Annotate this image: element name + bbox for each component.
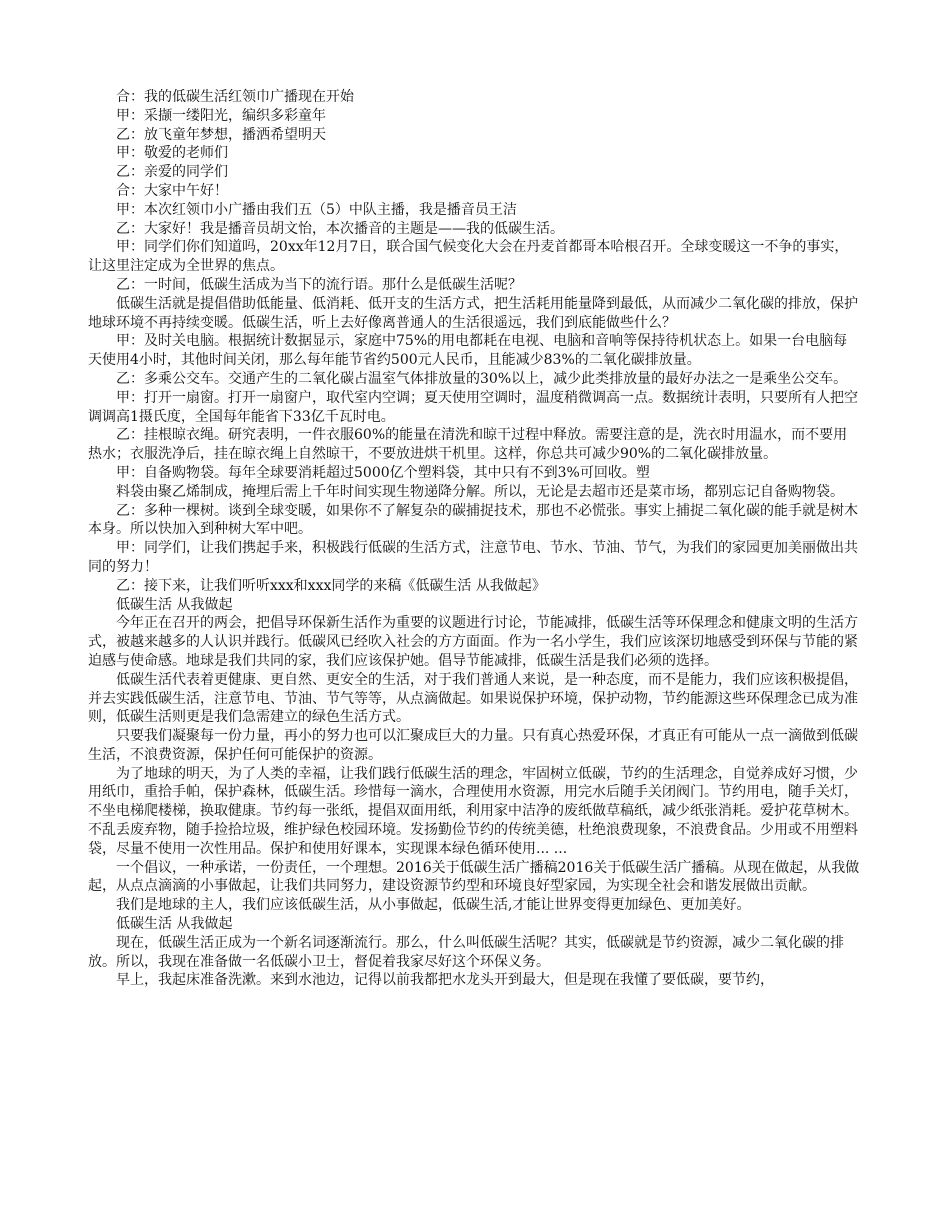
- section-heading: 低碳生活 从我做起: [116, 596, 233, 613]
- paragraph: 甲：同学们，让我们携起手来，积极践行低碳的生活方式，注意节电、节水、节油、节气，为我们的家园更加美丽做出共同的努力！: [88, 540, 858, 575]
- paragraph: 低碳生活代表着更健康、更自然、更安全的生活，对于我们普通人来说，是一种态度，而不是能力，我们应该积极提倡，并去实践低碳生活，注意节电、节油、节气等等，从点滴做起。如果说保护环境，保护动物，节约能源这些环保理念已成为准则，低碳生活则更是我们急需建立的绿色生活方式。: [88, 671, 858, 726]
- paragraph: 合：我的低碳生活红领巾广播现在开始: [116, 89, 354, 105]
- paragraph: 乙：接下来，让我们听听xxx和xxx同学的来稿《低碳生活 从我做起》: [116, 577, 546, 594]
- paragraph: 我们是地球的主人，我们应该低碳生活，从小事做起，低碳生活,才能让世界变得更加绿色、更加美好。: [116, 897, 751, 914]
- paragraph: 低碳生活就是提倡借助低能量、低消耗、低开支的生活方式，把生活耗用能量降到最低，从而减少二氧化碳的排放，保护地球环境不再持续变暖。低碳生活，听上去好像离普通人的生活很遥远，我们到底能做些什么？: [88, 295, 858, 331]
- paragraph: 甲：打开一扇窗。打开一扇窗户，取代室内空调；夏天使用空调时，温度稍微调高一点。数据统计表明，只要所有人把空调调高1摄氏度，全国每年能省下33亿千瓦时电。: [88, 389, 858, 425]
- paragraph: 合：大家中午好！: [116, 182, 228, 199]
- paragraph: 乙：多种一棵树。谈到全球变暖，如果你不了解复杂的碳捕捉技术，那也不必慌张。事实上捕捉二氧化碳的能手就是树木本身。所以快加入到种树大军中吧。: [88, 502, 858, 538]
- document-page: [88, 88, 860, 990]
- paragraph: 乙：一时间，低碳生活成为当下的流行语。那什么是低碳生活呢？: [116, 276, 522, 293]
- paragraph: 乙：挂根晾衣绳。研究表明，一件衣服60%的能量在清洗和晾干过程中释放。需要注意的是，洗衣时用温水，而不要用热水；衣服洗净后，挂在晾衣绳上自然晾干，不要放进烘干机里。这样，你总共可减少90%的二氧化碳排放量。: [88, 427, 848, 463]
- paragraph: 只要我们凝聚每一份力量，再小的努力也可以汇聚成巨大的力量。只有真心热爱环保，才真正有可能从一点一滴做到低碳生活，不浪费资源，保护任何可能保护的资源。: [88, 728, 858, 763]
- paragraph: 料袋由聚乙烯制成，掩埋后需上千年时间实现生物递降分解。所以，无论是去超市还是菜市场，都别忘记自备购物袋。: [116, 483, 844, 500]
- paragraph: 甲：及时关电脑。根据统计数据显示，家庭中75%的用电都耗在电视、电脑和音响等保持待机状态上。如果一台电脑每天使用4小时，其他时间关闭，那么每年能节省约500元人民币，且能减少83%的二氧化碳排放量。: [88, 333, 848, 369]
- paragraph: 乙：亲爱的同学们: [116, 164, 228, 181]
- paragraph: 乙：多乘公交车。交通产生的二氧化碳占温室气体排放量的30%以上，减少此类排放量的最好办法之一是乘坐公交车。: [116, 370, 848, 387]
- paragraph: 今年正在召开的两会，把倡导环保新生活作为重要的议题进行讨论，节能减排，低碳生活等环保理念和健康文明的生活方式，被越来越多的人认识并践行。低碳风已经吹入社会的方方面面。作为一名小学生，我们应该深切地感受到环保与节能的紧迫感与使命感。地球是我们共同的家，我们应该保护她。倡导节能减排，低碳生活是我们必须的选择。: [88, 615, 858, 669]
- paragraph: 甲：敬爱的老师们: [116, 145, 228, 162]
- paragraph: 甲：同学们你们知道吗，20xx年12月7日，联合国气候变化大会在丹麦首都哥本哈根召开。全球变暖这一不争的事实，让这里注定成为全世界的焦点。: [88, 239, 849, 275]
- paragraph: 早上，我起床准备洗漱。来到水池边，记得以前我都把水龙头开到最大，但是现在我懂了要低碳，要节约，: [116, 972, 774, 989]
- paragraph: 甲：本次红领巾小广播由我们五（5）中队主播，我是播音员王洁: [116, 201, 517, 218]
- paragraph: 为了地球的明天，为了人类的幸福，让我们践行低碳生活的理念，牢固树立低碳，节约的生活理念，自觉养成好习惯，少用纸巾，重拾手帕，保护森林，低碳生活。珍惜每一滴水，合理使用水资源，用完水后随手关闭阀门。节约用电，随手关灯，不坐电梯爬楼梯，换取健康。节约每一张纸，提倡双面用纸，利用家中洁净的废纸做草稿纸，减少纸张消耗。爱护花草树木。不乱丢废弃物，随手捡拾垃圾，维护绿色校园环境。发扬勤俭节约的传统美德，杜绝浪费现象，不浪费食品。少用或不用塑料袋，尽量不使用一次性用品。保护和使用好课本，实现课本绿色循环使用... ...: [88, 765, 858, 857]
- paragraph: 甲：自备购物袋。每年全球要消耗超过5000亿个塑料袋，其中只有不到3%可回收。塑: [116, 464, 650, 481]
- paragraph: 现在，低碳生活正成为一个新名词逐渐流行。那么，什么叫低碳生活呢？其实，低碳就是节约资源，减少二氧化碳的排放。所以，我现在准备做一名低碳小卫士，督促着我家尽好这个环保义务。: [88, 934, 844, 970]
- paragraph: 一个倡议，一种承诺，一份责任，一个理想。2016关于低碳生活广播稿2016关于低碳生活广播稿。从现在做起，从我做起，从点点滴滴的小事做起，让我们共同努力，建设资源节约型和环境良好型家园，为实现全社会和谐发展做出贡献。: [88, 859, 860, 895]
- paragraph: 乙：大家好！我是播音员胡文怡，本次播音的主题是——我的低碳生活。: [116, 220, 564, 237]
- paragraph: 甲：采撷一缕阳光，编织多彩童年: [116, 107, 326, 124]
- paragraph: 乙：放飞童年梦想，播洒希望明天: [116, 126, 326, 143]
- section-heading: 低碳生活 从我做起: [116, 916, 233, 933]
